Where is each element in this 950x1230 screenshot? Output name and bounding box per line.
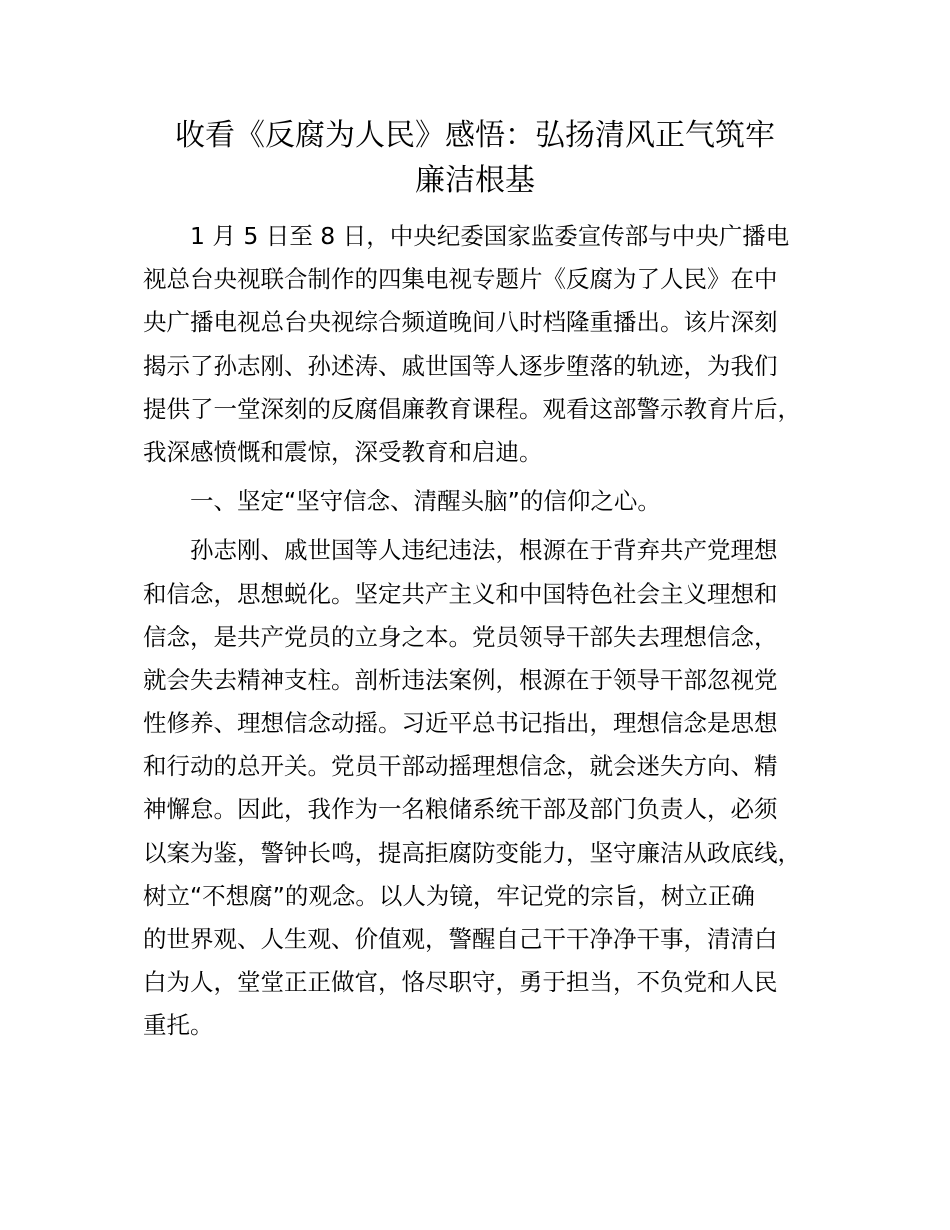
title-line: 收看《反腐为人民》感悟：弘扬清风正气筑牢 [175,118,775,153]
text-line: 和信念，思想蜕化。坚定共产主义和中国特色社会主义理想和 [143,579,778,608]
text-line: 和行动的总开关。党员干部动摇理想信念，就会迷失方向、精 [143,752,778,781]
title-line: 廉洁根基 [415,163,535,198]
text-line: 视总台央视联合制作的四集电视专题片《反腐为了人民》在中 [143,265,778,294]
text-line: 性修养、理想信念动摇。习近平总书记指出，理想信念是思想 [143,709,778,738]
document-title [0,113,950,203]
text-line: 孙志刚、戚世国等人违纪违法，根源在于背弃共产党理想 [190,536,778,565]
paragraph [143,215,843,474]
text-line: 1 月 5 日至 8 日，中央纪委国家监委宣传部与中央广播电 [190,222,790,250]
text-line: 一、坚定“坚守信念、清醒头脑”的信仰之心。 [190,487,661,516]
text-line: 的世界观、人生观、价值观，警醒自己干干净净干事，清清白 [143,925,778,953]
paragraph [143,529,843,1047]
text-line: 重托。 [143,1011,214,1040]
text-line: 就会失去精神支柱。剖析违法案例，根源在于领导干部忽视党 [143,665,778,694]
text-line: 信念，是共产党员的立身之本。党员领导干部失去理想信念， [143,622,778,651]
text-line: 央广播电视总台央视综合频道晚间八时档隆重播出。该片深刻 [143,308,778,337]
text-line: 提供了一堂深刻的反腐倡廉教育课程。观看这部警示教育片后， [143,394,801,423]
document-body [143,215,843,1048]
text-line: 我深感愤慨和震惊，深受教育和启迪。 [143,437,543,466]
text-line: 揭示了孙志刚、孙述涛、戚世国等人逐步堕落的轨迹，为我们 [143,351,778,380]
text-line: 以案为鉴，警钟长鸣，提高拒腐防变能力，坚守廉洁从政底线， [143,838,801,867]
text-line: 神懈怠。因此，我作为一名粮储系统干部及部门负责人，必须 [143,795,778,824]
text-line: 白为人，堂堂正正做官，恪尽职守，勇于担当，不负党和人民 [143,968,778,997]
section-heading [143,480,843,523]
text-line: 树立“不想腐”的观念。以人为镜，牢记党的宗旨，树立正确 [143,881,755,910]
